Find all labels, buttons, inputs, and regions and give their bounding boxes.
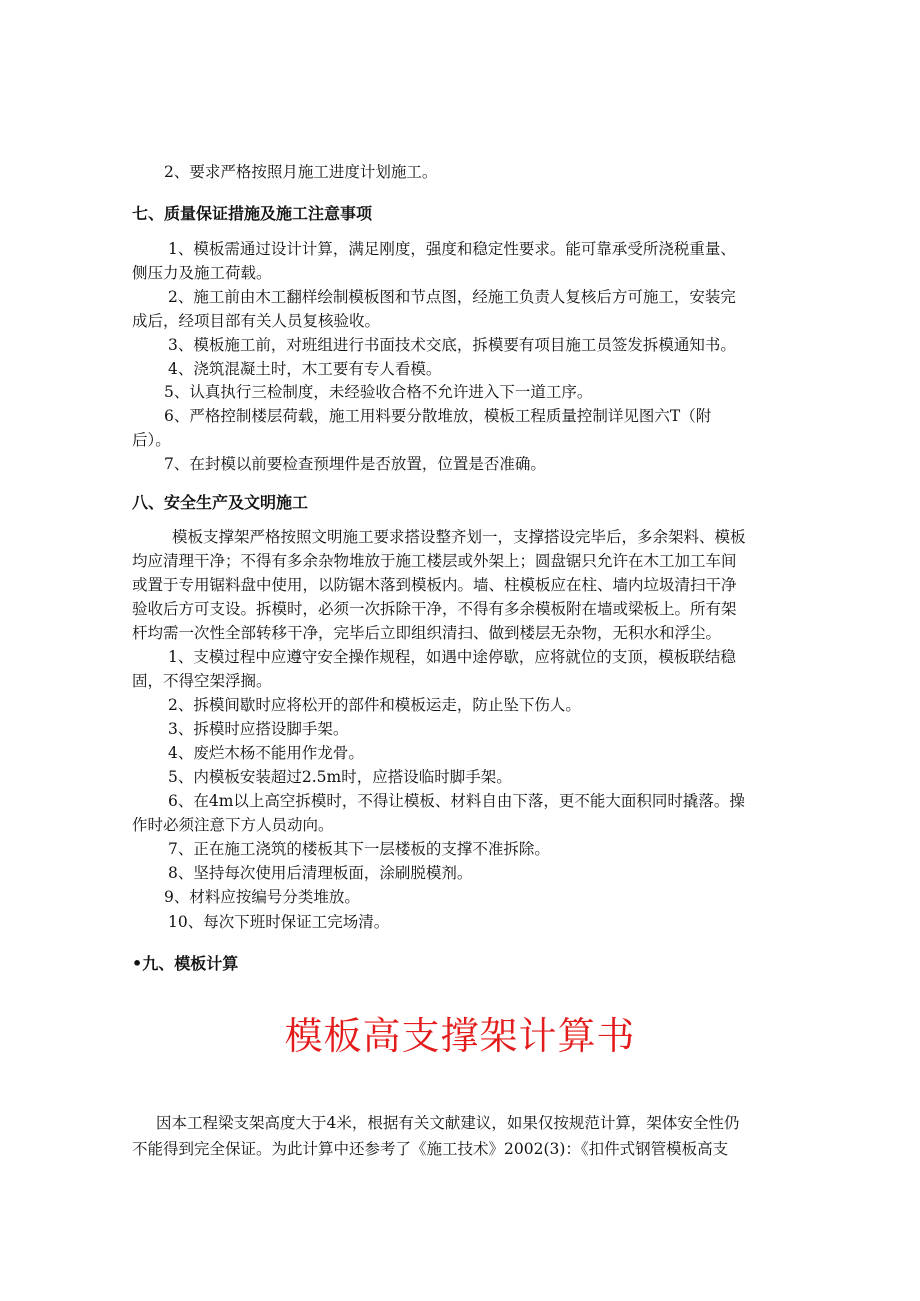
section8-item-6-line2: 作时必须注意下方人员动向。	[132, 816, 334, 834]
section7-item-3: 3、模板施工前，对班组进行书面技术交底，拆模要有项目施工员签发拆模通知书。	[168, 336, 736, 354]
section7-item-2-line2: 成后，经项目部有关人员复核验收。	[132, 312, 381, 330]
closing-line1: 因本工程梁支架高度大于4米，根据有关文献建议，如果仅按规范计算，架体安全性仍	[156, 1114, 740, 1132]
section8-item-6-line1: 6、在4m以上高空拆模时，不得让模板、材料自由下落，更不能大面积同时撬落。操	[168, 792, 745, 810]
section9-heading: •九、模板计算	[132, 954, 239, 973]
section7-item-4: 4、浇筑混凝土时，木工要有专人看模。	[168, 360, 442, 378]
section7-item-6-line1: 6、严格控制楼层荷载，施工用料要分散堆放，模板工程质量控制详见图六T（附	[164, 407, 712, 425]
section7-item-1-line1: 1、模板需通过设计计算，满足刚度，强度和稳定性要求。能可靠承受所浇税重量、	[168, 240, 736, 258]
section8-intro-line4: 验收后方可支设。拆模时，必须一次拆除干净，不得有多余模板附在墙或梁板上。所有架	[132, 600, 737, 618]
section7-item-1-line2: 侧压力及施工荷载。	[132, 264, 272, 282]
section8-heading: 八、安全生产及文明施工	[132, 493, 309, 512]
section8-intro-line3: 或置于专用锯料盘中使用，以防锯木落到模板内。墙、柱模板应在柱、墙内垃圾清扫干净	[132, 576, 737, 594]
document-title: 模板高支撑架计算书	[284, 1014, 636, 1058]
section7-item-7: 7、在封模以前要检查预埋件是否放置，位置是否准确。	[164, 455, 546, 473]
section7-heading: 七、质量保证措施及施工注意事项	[132, 204, 373, 223]
section8-item-2: 2、拆模间歇时应将松开的部件和模板运走，防止坠下伤人。	[168, 696, 581, 714]
closing-line2: 不能得到完全保证。为此计算中还参考了《施工技术》2002(3)：《扣件式钢管模板高支	[132, 1140, 729, 1158]
section8-item-1-line1: 1、支模过程中应遵守安全操作规程，如遇中途停歇，应将就位的支顶，模板联结稳	[168, 648, 736, 666]
section8-item-7: 7、正在施工浇筑的楼板其下一层楼板的支撑不准拆除。	[168, 840, 550, 858]
section8-item-4: 4、废烂木杨不能用作龙骨。	[168, 744, 364, 762]
section7-item-6-line2: 后）。	[132, 431, 171, 449]
section8-item-10: 10、每次下班时保证工完场清。	[168, 913, 390, 931]
section8-item-9: 9、材料应按编号分类堆放。	[164, 888, 360, 906]
section8-intro-line1: 模板支撑架严格按照文明施工要求搭设整齐划一，支撑搭设完毕后，多余架料、模板	[172, 528, 746, 546]
section8-item-8: 8、坚持每次使用后清理板面，涂刷脱模剂。	[168, 864, 473, 882]
section7-item-5: 5、认真执行三检制度，未经验收合格不允许进入下一道工序。	[164, 383, 593, 401]
section8-intro-line5: 杆均需一次性全部转移干净，完毕后立即组织清扫、做到楼层无杂物，无积水和浮尘。	[132, 624, 722, 642]
section6-item-2: 2、要求严格按照月施工进度计划施工。	[164, 163, 438, 181]
section8-item-5: 5、内模板安装超过2.5m时，应搭设临时脚手架。	[168, 768, 512, 786]
section8-item-3: 3、拆模时应搭设脚手架。	[168, 720, 349, 738]
section8-intro-line2: 均应清理干净；不得有多余杂物堆放于施工楼层或外架上；圆盘锯只允许在木工加工车间	[132, 552, 737, 570]
section8-item-1-line2: 固，不得空架浮搁。	[132, 672, 272, 690]
section7-item-2-line1: 2、施工前由木工翻样绘制模板图和节点图，经施工负责人复核后方可施工，安装完	[168, 288, 736, 306]
